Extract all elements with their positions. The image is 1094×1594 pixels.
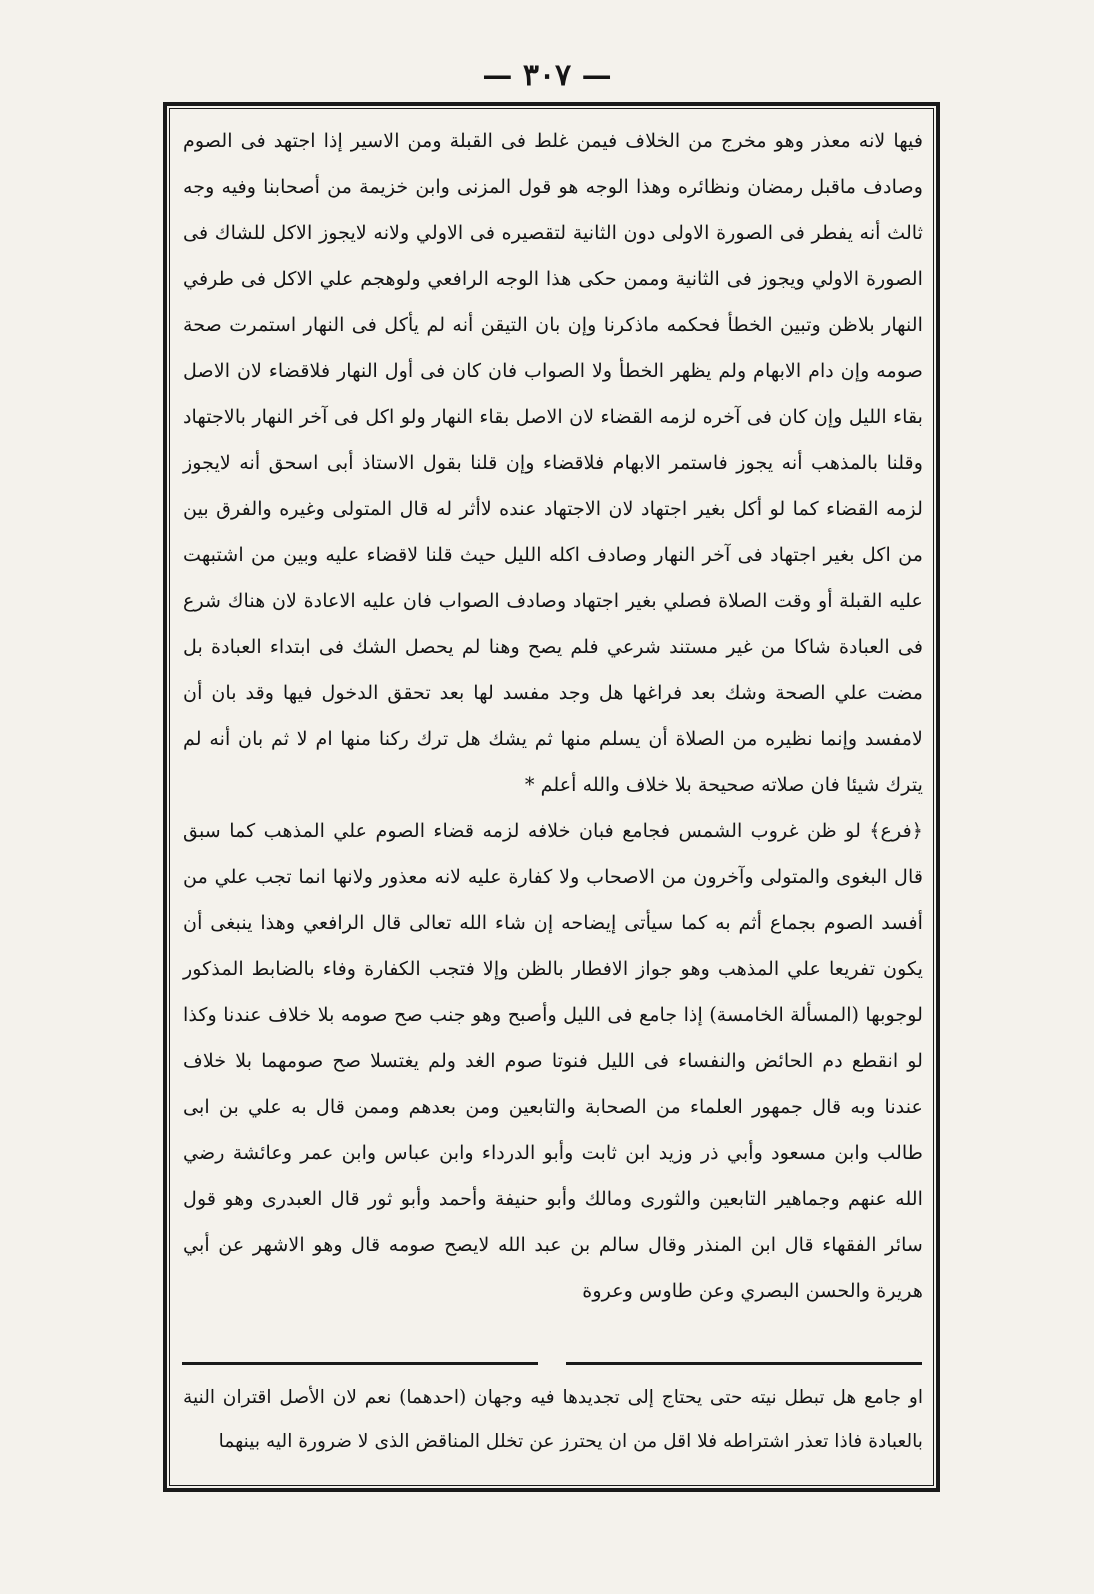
footnote-divider-right bbox=[566, 1362, 922, 1365]
main-paragraph: فيها لانه معذر وهو مخرج من الخلاف فيمن غلط فى القبلة ومن الاسير إذا اجتهد فى الصوم وصادف ماقبل رمضان ونظائره وهذا الوجه هو قول المزنى وابن خزيمة من أصحابنا وفيه وجه ثالث أنه يفطر فى الصورة الاولى دون الثانية لتقصيره فى الاولي ولانه لايجوز الاكل للشاك فى الصورة الاولي ويجوز فى الثانية وممن حكى هذا الوجه الرافعي ولوهجم علي الاكل فى طرفي النهار بلاظن وتبين الخطأ فحكمه ماذكرنا وإن بان التيقن أنه لم يأكل فى النهار استمرت صحة صومه وإن دام الابهام ولم يظهر الخطأ ولا الصواب فان كان فى أول النهار فلاقضاء لان الاصل بقاء الليل وإن كان فى آخره لزمه القضاء لان الاصل بقاء النهار ولو اكل فى آخر النهار بالاجتهاد وقلنا بالمذهب أنه يجوز فاستمر الابهام فلاقضاء وإن قلنا بقول الاستاذ أبى اسحق أنه لايجوز لزمه القضاء كما لو أكل بغير اجتهاد لان الاجتهاد عنده لاأثر له قال المتولى وغيره والفرق بين من اكل بغير اجتهاد فى آخر النهار وصادف اكله الليل حيث قلنا لاقضاء عليه وبين من اشتبهت عليه القبلة أو وقت الصلاة فصلي بغير اجتهاد وصادف الصواب فان عليه الاعادة لان هناك شرع فى العبادة شاكا من غير مستند شرعي فلم يصح وهنا لم يحصل الشك فى ابتداء العبادة بل مضت علي الصحة وشك بعد فراغها هل وجد مفسد لها بعد تحقق الدخول فيها وقد بان أن لامفسد وإنما نظيره من الصلاة أن يسلم منها ثم يشك هل ترك ركنا منها ام لا ثم بان أنه لم يترك شيئا فان صلاته صحيحة بلا خلاف والله أعلم * bbox=[183, 129, 923, 796]
page-number: — ٣٠٧ — bbox=[482, 58, 612, 93]
main-text-block bbox=[183, 118, 923, 1314]
footnote-divider-left bbox=[182, 1362, 538, 1365]
footnote-paragraph: او جامع هل تبطل نيته حتى يحتاج إلى تجديدها فيه وجهان (احدهما) نعم لان الأصل اقتران النية بالعبادة فاذا تعذر اشتراطه فلا اقل من ان يحترز عن تخلل المناقض الذى لا ضرورة اليه بينهما bbox=[183, 1387, 923, 1452]
footnote-block bbox=[183, 1376, 923, 1464]
fara-paragraph: ﴿فرع﴾ لو ظن غروب الشمس فجامع فبان خلافه لزمه قضاء الصوم علي المذهب كما سبق قال البغوى والمتولى وآخرون من الاصحاب ولا كفارة عليه لانه معذور ولانها انما تجب علي من أفسد الصوم بجماع أثم به كما سيأتى إيضاحه إن شاء الله تعالى قال الرافعي وهذا ينبغى أن يكون تفريعا علي المذهب وهو جواز الافطار بالظن وإلا فتجب الكفارة وفاء بالضابط المذكور لوجوبها (المسألة الخامسة) إذا جامع فى الليل وأصبح وهو جنب صح صومه بلا خلاف عندنا وكذا لو انقطع دم الحائض والنفساء فى الليل فنوتا صوم الغد ولم يغتسلا صح صومهما بلا خلاف عندنا وبه قال جمهور العلماء من الصحابة والتابعين ومن بعدهم وممن قال به علي بن ابى طالب وابن مسعود وأبي ذر وزيد ابن ثابت وأبو الدرداء وابن عباس وابن عمر وعائشة رضي الله عنهم وجماهير التابعين والثورى ومالك وأبو حنيفة وأحمد وأبو ثور قال العبدرى وهو قول سائر الفقهاء قال ابن المنذر وقال سالم بن عبد الله لايصح صومه قال وهو الاشهر عن أبي هريرة والحسن البصري وعن طاوس وعروة bbox=[183, 819, 923, 1302]
